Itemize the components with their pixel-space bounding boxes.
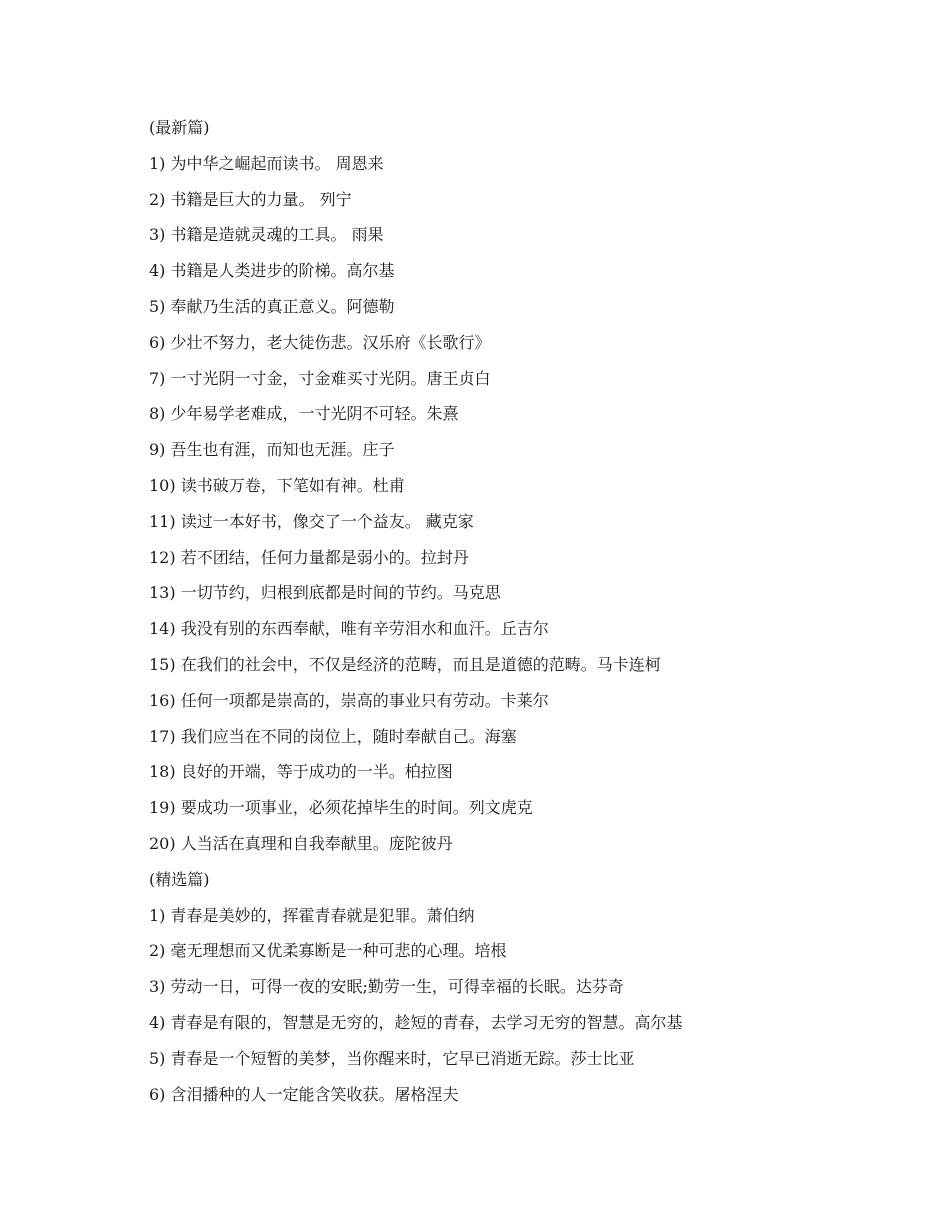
quote-line: 13) 一切节约，归根到底都是时间的节约。马克思 [149,583,501,603]
quote-line: 9) 吾生也有涯，而知也无涯。庄子 [149,440,395,460]
quote-line: 6) 含泪播种的人一定能含笑收获。屠格涅夫 [149,1084,459,1104]
quote-line: 3) 劳动一日，可得一夜的安眠;勤劳一生，可得幸福的长眠。达芬奇 [149,977,624,997]
quote-line: 5) 青春是一个短暂的美梦，当你醒来时，它早已消逝无踪。莎士比亚 [149,1048,635,1068]
quote-line: 4) 书籍是人类进步的阶梯。高尔基 [149,261,395,281]
quote-line: 6) 少壮不努力，老大徒伤悲。汉乐府《长歌行》 [149,332,491,352]
section-heading-latest: (最新篇) [149,118,210,137]
quote-line: 3) 书籍是造就灵魂的工具。 雨果 [149,225,384,245]
quote-line: 16) 任何一项都是崇高的，崇高的事业只有劳动。卡莱尔 [149,690,549,710]
quote-line: 7) 一寸光阴一寸金，寸金难买寸光阴。唐王贞白 [149,368,491,388]
section-heading-selected: (精选篇) [149,869,210,889]
quote-line: 10) 读书破万卷，下笔如有神。杜甫 [149,475,405,495]
quote-line: 14) 我没有别的东西奉献，唯有辛劳泪水和血汗。丘吉尔 [149,619,549,639]
quote-line: 4) 青春是有限的，智慧是无穷的，趁短的青春，去学习无穷的智慧。高尔基 [149,1012,683,1032]
quote-line: 15) 在我们的社会中，不仅是经济的范畴，而且是道德的范畴。马卡连柯 [149,654,661,674]
quote-line: 8) 少年易学老难成，一寸光阴不可轻。朱熹 [149,404,459,424]
quote-line: 2) 书籍是巨大的力量。 列宁 [149,189,352,209]
quote-line: 17) 我们应当在不同的岗位上，随时奉献自己。海塞 [149,726,517,746]
quote-line: 12) 若不团结，任何力量都是弱小的。拉封丹 [149,547,469,567]
quote-line: 2) 毫无理想而又优柔寡断是一种可悲的心理。培根 [149,941,507,961]
quote-line: 1) 青春是美妙的，挥霍青春就是犯罪。萧伯纳 [149,905,475,925]
quote-line: 19) 要成功一项事业，必须花掉毕生的时间。列文虎克 [149,798,533,818]
quote-line: 18) 良好的开端，等于成功的一半。柏拉图 [149,762,453,782]
quote-line: 5) 奉献乃生活的真正意义。阿德勒 [149,296,395,316]
quote-line: 1) 为中华之崛起而读书。 周恩来 [149,153,384,173]
quote-line: 20) 人当活在真理和自我奉献里。庞陀彼丹 [149,833,453,853]
quote-list [149,110,909,1112]
quote-line: 11) 读过一本好书，像交了一个益友。 藏克家 [149,511,474,531]
